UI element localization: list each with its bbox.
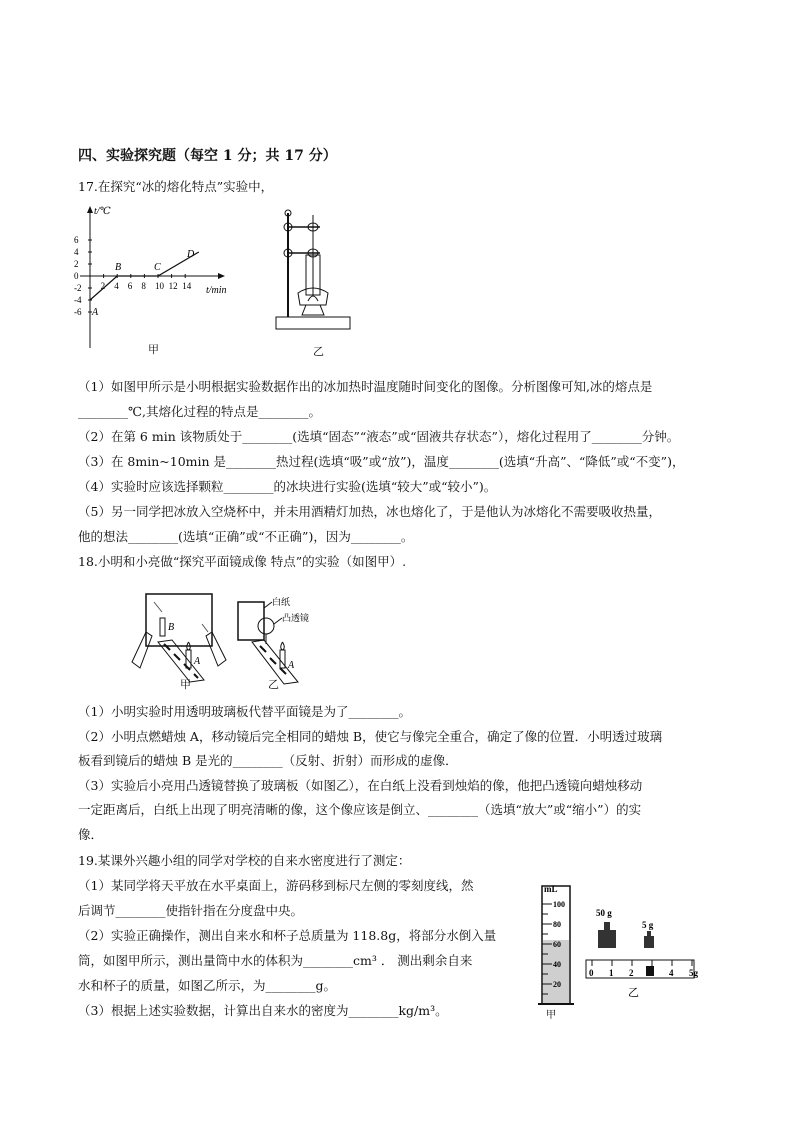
q19-line-3: （2）实验正确操作，测出自来水和杯子总质量为 118.8g，将部分水倒入量 — [78, 928, 497, 943]
y-tick-label: 0 — [74, 271, 79, 281]
cylinder-tick-label: 40 — [553, 960, 561, 969]
point-label-a: A — [92, 307, 99, 318]
q17-stem: 17.在探究“冰的熔化特点”实验中， — [78, 179, 274, 194]
q17-temperature-graph — [70, 200, 240, 360]
x-tick-label: 12 — [168, 281, 178, 291]
y-tick-label: -4 — [74, 295, 82, 305]
scale-tick-label: 2 — [629, 968, 634, 978]
stand-base — [276, 317, 350, 329]
q19-line-1: （1）某同学将天平放在水平桌面上，游码移到标尺左侧的零刻度线，然 — [78, 878, 474, 893]
x-tick-label: 6 — [127, 281, 133, 291]
label-a-left: A — [194, 656, 201, 667]
q18-line-6: 像． — [78, 827, 104, 842]
section-title: 四、实验探究题（每空 1 分；共 17 分） — [78, 148, 337, 164]
q18-stem: 18.小明和小亮做“探究平面镜成像 特点”的实验（如图甲）. — [78, 554, 407, 569]
alcohol-lamp — [302, 305, 324, 315]
weight-5g — [644, 936, 654, 948]
x-tick-label: 14 — [182, 281, 192, 291]
scale-tick-label: 5g — [689, 968, 698, 978]
q19-stem: 19.某课外兴趣小组的同学对学校的自来水密度进行了测定： — [78, 853, 411, 868]
weight-50g-label: 50 g — [596, 908, 612, 918]
scale-tick-label: 1 — [609, 968, 614, 978]
density-measurement-figure — [536, 880, 704, 1022]
y-tick-label: 4 — [74, 247, 79, 257]
q18-line-4: （3）实验后小亮用凸透镜替换了玻璃板（如图乙），在白纸上没看到烛焰的像，他把凸透镜向蜡烛移动 — [78, 778, 643, 793]
point-label-b: B — [115, 262, 122, 273]
scale-tick-label: 0 — [589, 968, 594, 978]
convex-lens-label: 凸透镜 — [282, 613, 310, 623]
q18-line-3: 板看到镜后的蜡烛 B 是光的________（反射、折射）而形成的虚像． — [78, 753, 458, 768]
q17-line-3: （2）在第 6 min 该物质处于________(选填“固态”“液态”或“固液共存状态”），熔化过程用了________分钟。 — [78, 429, 680, 444]
mirror-caption-left: 甲 — [180, 678, 191, 691]
cylinder-tick-label: 100 — [553, 900, 565, 909]
q17-line-5: （4）实验时应该选择颗粒________的冰块进行实验(选填“较大”或“较小”)。 — [78, 479, 497, 494]
q19-line-5: 水和杯子的质量，如图乙所示，为________g。 — [78, 978, 337, 993]
label-a-right: A — [288, 660, 295, 671]
q19-line-4: 筒，如图甲所示，测出量筒中水的体积为________cm³ ． 测出剩余自来 — [78, 953, 473, 968]
scale-tick-label: 4 — [669, 968, 674, 978]
white-paper-label: 白纸 — [272, 597, 291, 607]
y-tick-label: -6 — [74, 307, 82, 317]
y-tick-label: -2 — [74, 283, 82, 293]
x-tick-label: 8 — [141, 281, 146, 291]
q17-line-1: （1）如图甲所示是小明根据实验数据作出的冰加热时温度随时间变化的图像。分析图像可知,冰的熔点是 — [78, 379, 653, 394]
x-tick-label: 4 — [114, 281, 119, 291]
y-tick-label: 6 — [74, 235, 79, 245]
x-tick-label: 2 — [100, 281, 106, 291]
graph-caption: 甲 — [148, 343, 159, 356]
y-tick-label: 2 — [74, 259, 79, 269]
point-label-d: D — [187, 249, 195, 260]
convex-lens — [258, 618, 274, 634]
rider — [646, 966, 654, 976]
glass-plate — [146, 594, 212, 646]
mirror-experiment-figure — [128, 588, 328, 688]
q18-line-1: （1）小明实验时用透明玻璃板代替平面镜是为了________。 — [78, 704, 411, 719]
q17-line-7: 他的想法________(选填“正确”或“不正确”)，因为________。 — [78, 529, 414, 544]
cylinder-tick-label: 80 — [553, 920, 561, 929]
point-label-c: C — [154, 262, 161, 273]
cylinder-tick-label: 60 — [553, 940, 561, 949]
q18-line-5: 一定距离后，白纸上出现了明亮清晰的像，这个像应该是倒立、________（选填“放大”或“缩小”）的实 — [78, 802, 642, 817]
heating-apparatus-figure — [268, 205, 358, 340]
q19-line-6: （3）根据上述实验数据，计算出自来水的密度为________kg/m³。 — [78, 1003, 448, 1018]
balance-scale — [586, 960, 694, 978]
weight-5g-label: 5 g — [642, 920, 654, 930]
cylinder-unit: mL — [544, 884, 558, 894]
mirror-caption-right: 乙 — [268, 678, 279, 691]
q17-line-6: （5）另一同学把冰放入空烧杯中，并未用酒精灯加热，冰也熔化了，于是他认为冰熔化不需要吸收热量， — [78, 504, 661, 519]
cylinder-tick-label: 20 — [553, 980, 561, 989]
q18-line-2: （2）小明点燃蜡烛 A，移动镜后完全相同的蜡烛 B，使它与像完全重合，确定了像的位置．小明透过玻璃 — [78, 729, 663, 744]
x-axis-label: t/min — [206, 285, 227, 296]
candle-b — [160, 618, 165, 636]
label-b: B — [168, 622, 175, 633]
y-axis-label: t/℃ — [94, 206, 111, 217]
q17-line-2: ________℃,其熔化过程的特点是________。 — [78, 404, 321, 419]
weight-50g — [598, 930, 616, 948]
cylinder-caption: 甲 — [546, 1010, 556, 1021]
scale-caption: 乙 — [628, 987, 639, 999]
q19-line-2: 后调节________使指针指在分度盘中央。 — [78, 903, 304, 918]
apparatus-caption: 乙 — [313, 345, 324, 358]
q17-line-4: （3）在 8min~10min 是________热过程(选填“吸”或“放”)，温度________(选填“升高”、“降低”或“不变”)， — [78, 454, 685, 469]
x-tick-label: 10 — [155, 281, 164, 291]
